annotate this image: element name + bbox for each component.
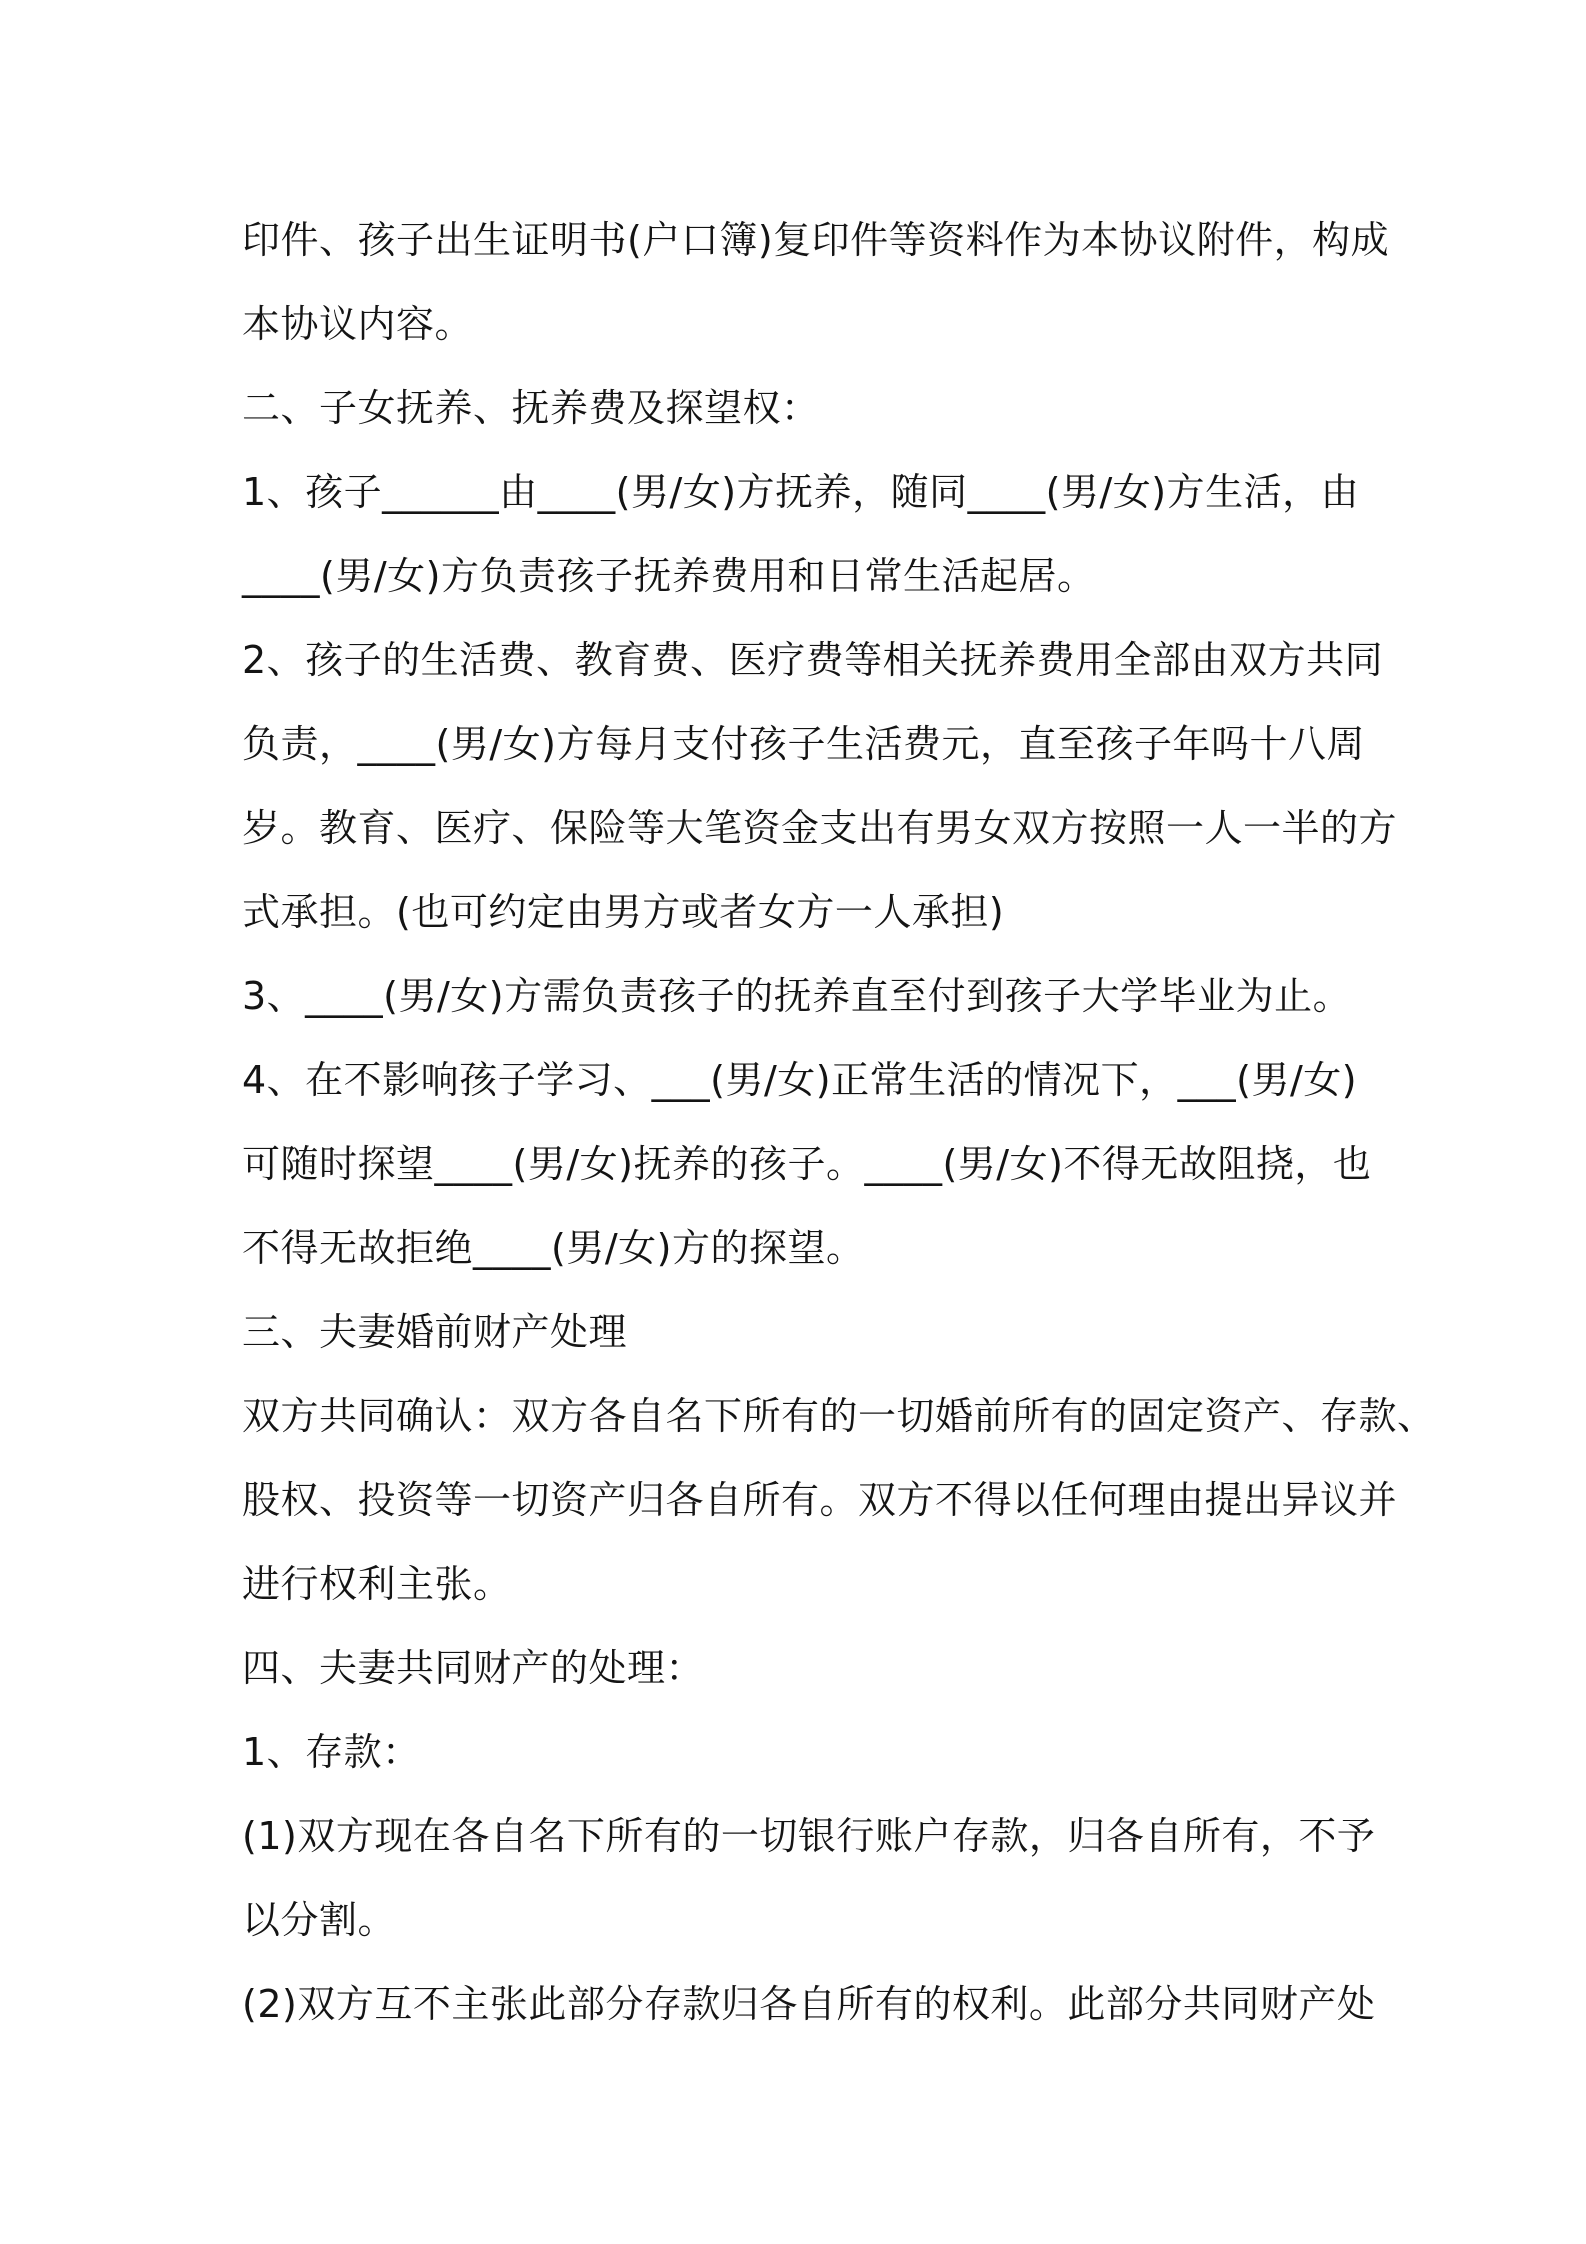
- text-line: 可随时探望____(男/女)抚养的孩子。____(男/女)不得无故阻挠，也: [242, 1142, 1372, 1186]
- text-line: (2)双方互不主张此部分存款归各自所有的权利。此部分共同财产处: [242, 1982, 1376, 2026]
- text-line: 负责，____(男/女)方每月支付孩子生活费元，直至孩子年吗十八周: [242, 722, 1365, 766]
- section-heading: 三、夫妻婚前财产处理: [242, 1310, 628, 1354]
- text-line: 印件、孩子出生证明书(户口簿)复印件等资料作为本协议附件，构成: [242, 218, 1390, 262]
- text-line: 进行权利主张。: [242, 1562, 512, 1606]
- text-line: 2、孩子的生活费、教育费、医疗费等相关抚养费用全部由双方共同: [242, 638, 1384, 682]
- text-line: 以分割。: [242, 1898, 397, 1942]
- text-line: 3、____(男/女)方需负责孩子的抚养直至付到孩子大学毕业为止。: [242, 974, 1352, 1018]
- text-line: 本协议内容。: [242, 302, 474, 346]
- text-line: 1、孩子______由____(男/女)方抚养，随同____(男/女)方生活，由: [242, 470, 1360, 514]
- text-line: 4、在不影响孩子学习、___(男/女)正常生活的情况下，___(男/女): [242, 1058, 1358, 1102]
- text-line: 股权、投资等一切资产归各自所有。双方不得以任何理由提出异议并: [242, 1478, 1398, 1522]
- section-heading: 四、夫妻共同财产的处理：: [242, 1646, 705, 1690]
- document-body: [242, 198, 1436, 2046]
- text-line: ____(男/女)方负责孩子抚养费用和日常生活起居。: [242, 554, 1096, 598]
- text-line: 岁。教育、医疗、保险等大笔资金支出有男女双方按照一人一半的方: [242, 806, 1398, 850]
- text-line: 双方共同确认：双方各自名下所有的一切婚前所有的固定资产、存款、: [242, 1394, 1436, 1438]
- text-line: 1、存款：: [242, 1730, 421, 1774]
- text-line: 式承担。(也可约定由男方或者女方一人承担): [242, 890, 1005, 934]
- section-heading: 二、子女抚养、抚养费及探望权：: [242, 386, 820, 430]
- text-line: (1)双方现在各自名下所有的一切银行账户存款，归各自所有，不予: [242, 1814, 1376, 1858]
- text-line: 不得无故拒绝____(男/女)方的探望。: [242, 1226, 865, 1270]
